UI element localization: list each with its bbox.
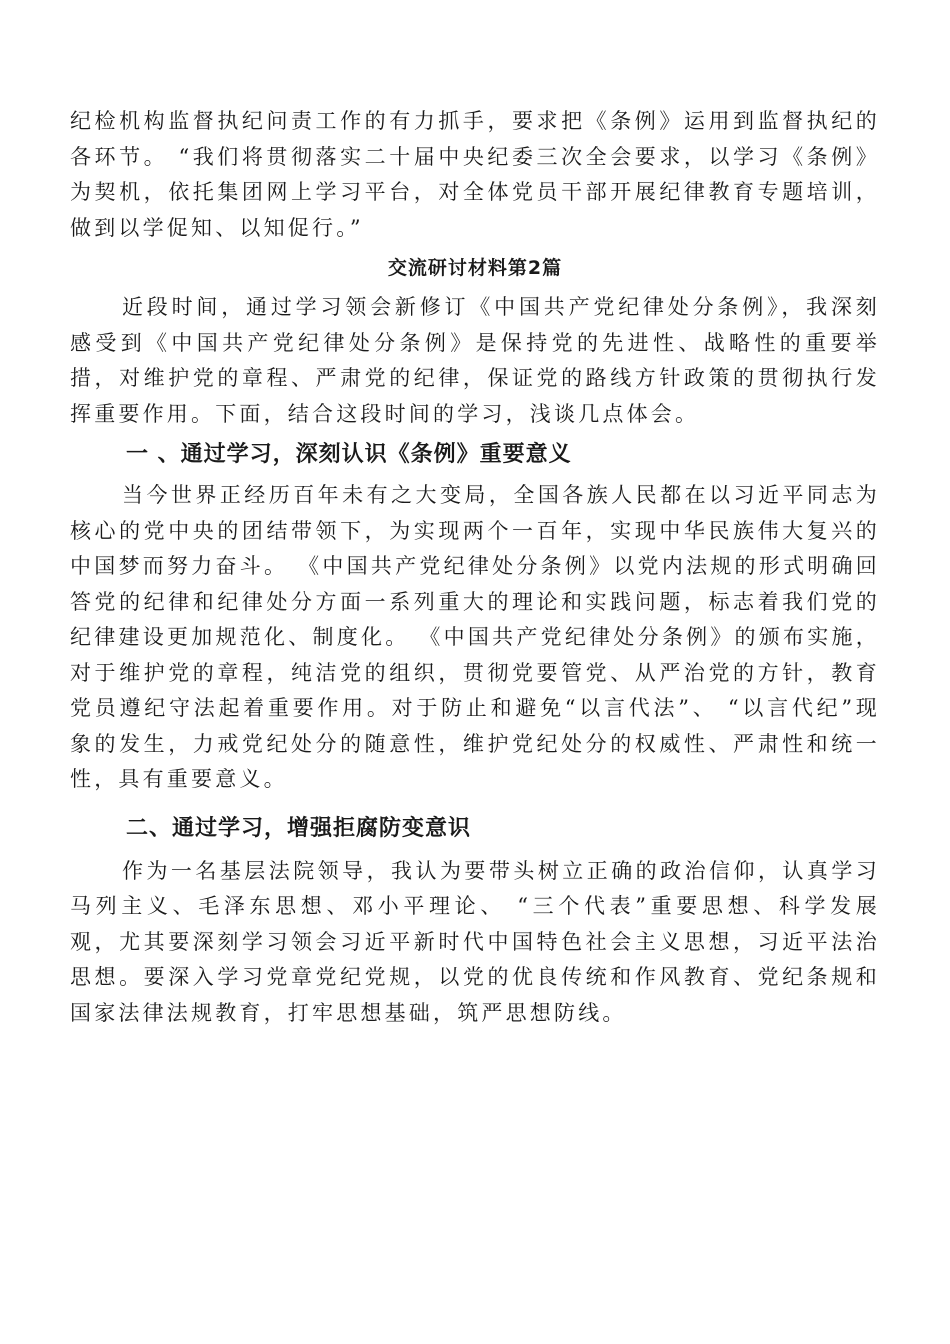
document-body (70, 104, 880, 1031)
section-body-1: 当今世界正经历百年未有之大变局，全国各族人民都在以习近平同志为核心的党中央的团结带领下，为实现两个一百年，实现中华民族伟大复兴的中国梦而努力奋斗。 《中国共产党纪律处分条例》以党内法规的形式明确回答党的纪律和纪律处分方面一系列重大的理论和实践问题，标志着我们党的纪律建设更加规范化、制度化。 《中国共产党纪律处分条例》的颁布实施，对于维护党的章程，纯洁党的组织，贯彻党要管党、从严治党的方针，教育党员遵纪守法起着重要作用。对于防止和避免“以言代法”、 “以言代纪”现象的发生，力戒党纪处分的随意性，维护党纪处分的权威性、严肃性和统一性，具有重要意义。 (70, 483, 880, 791)
section-heading-2: 二、通过学习，增强拒腐防变意识 (126, 815, 472, 841)
section-body-2: 作为一名基层法院领导，我认为要带头树立正确的政治信仰，认真学习马列主义、毛泽东思想、邓小平理论、 “三个代表”重要思想、科学发展观，尤其要深刻学习领会习近平新时代中国特色社会主义思想，习近平法治思想。要深入学习党章党纪党规，以党的优良传统和作风教育、党纪条规和国家法律法规教育，打牢思想基础，筑严思想防线。 (70, 858, 880, 1025)
section-heading-1: 一 、通过学习，深刻认识《条例》重要意义 (126, 442, 572, 467)
intro-paragraph: 纪检机构监督执纪问责工作的有力抓手，要求把《条例》运用到监督执纪的各环节。 “我们将贯彻落实二十届中央纪委三次全会要求，以学习《条例》为契机，依托集团网上学习平台，对全体党员干部开展纪律教育专题培训，做到以学促知、以知促行。” (70, 109, 880, 240)
opening-paragraph: 近段时间，通过学习领会新修订《中国共产党纪律处分条例》，我深刻感受到《中国共产党纪律处分条例》是保持党的先进性、战略性的重要举措，对维护党的章程、严肃党的纪律，保证党的路线方针政策的贯彻执行发挥重要作用。下面，结合这段时间的学习，浅谈几点体会。 (70, 295, 880, 426)
article-title: 交流研讨材料第2篇 (387, 257, 563, 279)
